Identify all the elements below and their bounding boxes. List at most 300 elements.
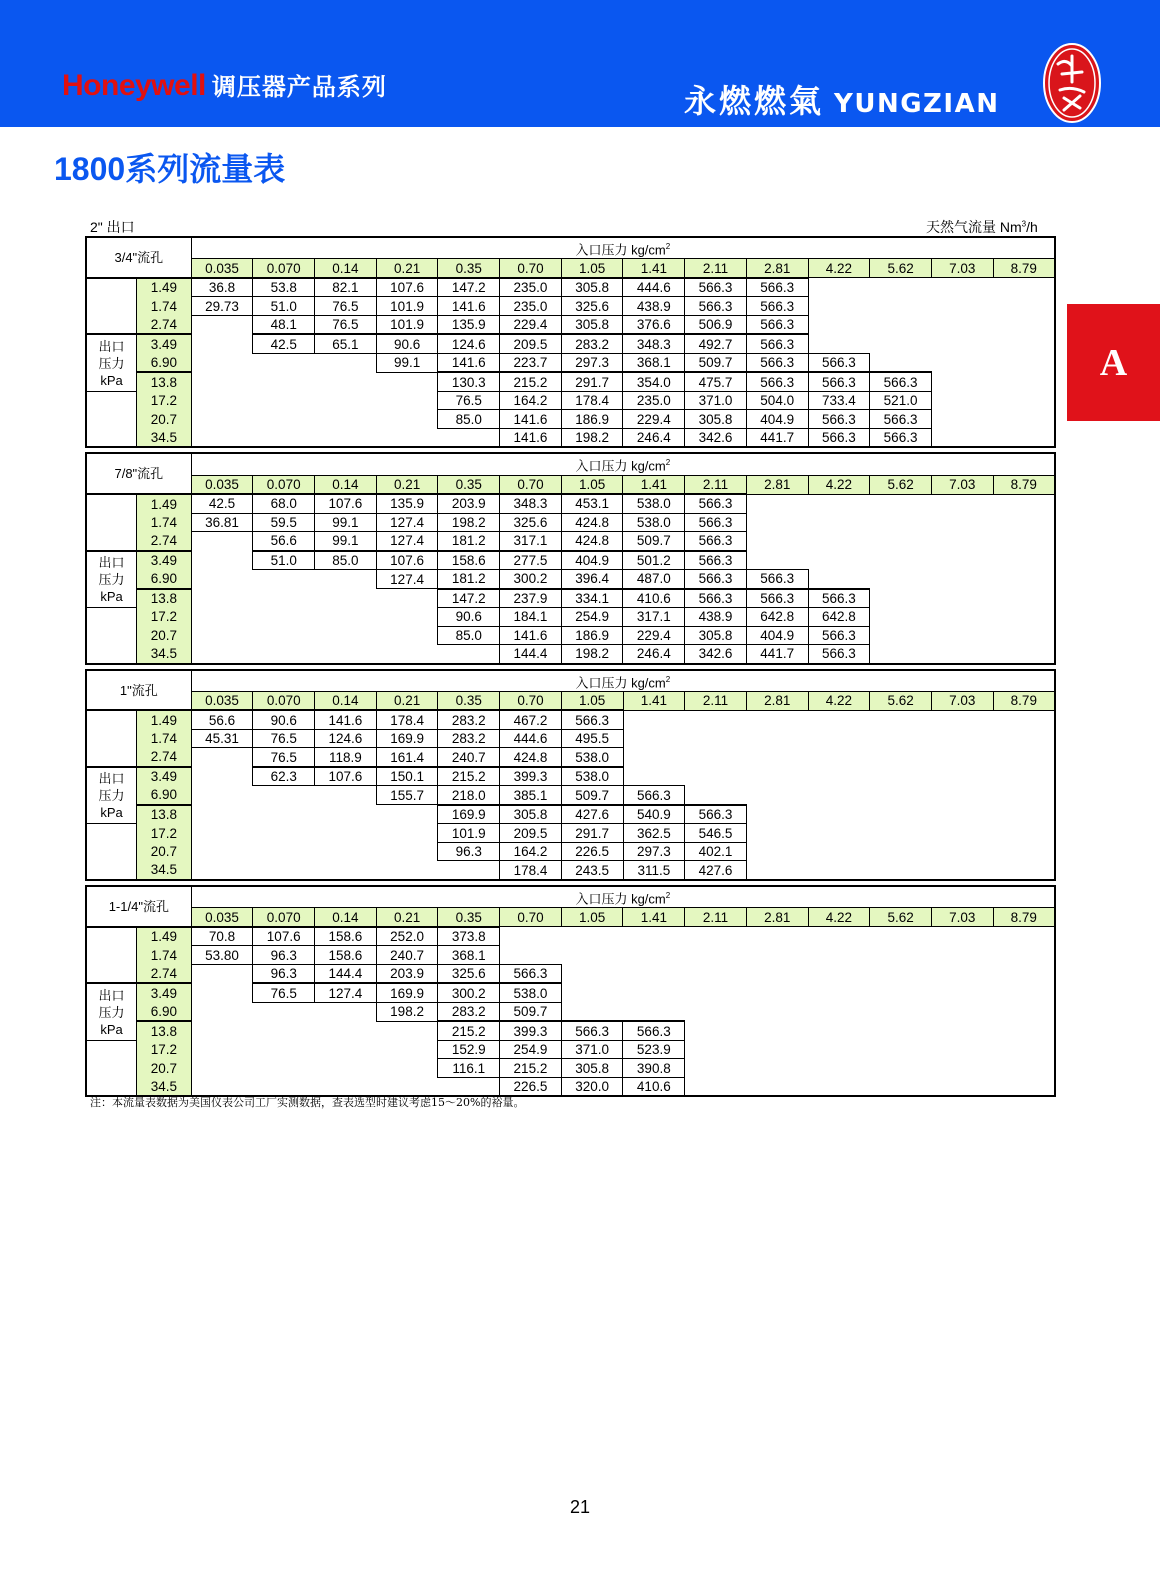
flow-value-cell: 376.6: [623, 315, 685, 334]
flow-value-cell: 65.1: [315, 334, 377, 353]
outlet-pressure-value: 2.74: [137, 315, 192, 334]
flow-value-cell: 181.2: [438, 532, 500, 551]
flow-value-cell: 164.2: [500, 391, 562, 410]
outlet-pressure-value: 20.7: [137, 410, 192, 429]
table-row: [86, 1040, 1055, 1059]
flow-value-cell: 487.0: [623, 570, 685, 589]
flow-value-cell: 53.80: [191, 946, 253, 965]
table-row: [86, 410, 1055, 429]
flow-value-cell: 283.2: [438, 729, 500, 748]
flow-value-cell: 198.2: [561, 645, 623, 664]
flow-value-cell: 283.2: [561, 334, 623, 353]
outlet-pressure-value: 17.2: [137, 1040, 192, 1059]
outlet-pressure-value: 13.8: [137, 372, 192, 391]
flow-value-cell: 311.5: [623, 861, 685, 880]
inlet-pressure-title: 入口压力 $kg/cm^2$: [191, 237, 1055, 259]
flow-value-cell: 226.5: [500, 1077, 562, 1096]
flow-value-cell: 141.6: [315, 710, 377, 729]
inlet-pressure-header: 0.14: [315, 475, 377, 494]
flow-value-cell: 438.9: [623, 297, 685, 316]
empty-cell: [191, 805, 438, 824]
flow-value-cell: 475.7: [685, 372, 747, 391]
outlet-pressure-label: 出口 压力 kPa: [86, 551, 137, 608]
table-row: [86, 372, 1055, 391]
flow-value-cell: 141.6: [500, 410, 562, 429]
inlet-pressure-header: 0.70: [500, 475, 562, 494]
flow-value-cell: 254.9: [500, 1040, 562, 1059]
flow-value-cell: 334.1: [561, 589, 623, 608]
flow-value-cell: 169.9: [376, 983, 438, 1002]
flow-value-cell: 566.3: [746, 278, 808, 297]
flow-value-cell: 566.3: [808, 428, 870, 447]
top-banner: [0, 0, 1160, 127]
flow-value-cell: 566.3: [746, 297, 808, 316]
inlet-pressure-header: 0.14: [315, 259, 377, 278]
outlet-pressure-value: 17.2: [137, 391, 192, 410]
flow-value-cell: 56.6: [253, 532, 315, 551]
flow-value-cell: 566.3: [685, 297, 747, 316]
flow-value-cell: 305.8: [685, 626, 747, 645]
table-row: [86, 353, 1055, 372]
flow-value-cell: 538.0: [561, 748, 623, 767]
flow-value-cell: 566.3: [746, 589, 808, 608]
flow-value-cell: 509.7: [500, 1002, 562, 1021]
inlet-pressure-header: 0.35: [438, 259, 500, 278]
flow-value-cell: 438.9: [685, 608, 747, 627]
flow-value-cell: 141.6: [438, 297, 500, 316]
flow-value-cell: 297.3: [561, 353, 623, 372]
outlet-pressure-label-blank: [86, 927, 137, 984]
flow-value-cell: 467.2: [500, 710, 562, 729]
flow-value-cell: 178.4: [500, 861, 562, 880]
outlet-pressure-value: 17.2: [137, 608, 192, 627]
product-series-title: 调压器产品系列: [211, 74, 387, 101]
flow-value-cell: 56.6: [191, 710, 253, 729]
empty-cell: [191, 334, 253, 353]
flow-value-cell: 229.4: [623, 410, 685, 429]
flow-value-cell: 371.0: [561, 1040, 623, 1059]
flow-value-cell: 566.3: [808, 372, 870, 391]
flow-value-cell: 566.3: [808, 410, 870, 429]
flow-value-cell: 101.9: [376, 315, 438, 334]
flow-value-cell: 29.73: [191, 297, 253, 316]
flow-table: [85, 452, 1056, 664]
company-name-en: YUNGZIAN: [834, 89, 1000, 119]
inlet-pressure-header: 0.070: [253, 691, 315, 710]
flow-value-cell: 198.2: [438, 513, 500, 532]
flow-value-cell: 521.0: [870, 391, 932, 410]
outlet-pressure-label-blank: [86, 391, 137, 447]
outlet-pressure-value: 1.49: [137, 278, 192, 297]
empty-cell: [870, 589, 1055, 608]
outlet-pressure-value: 1.74: [137, 729, 192, 748]
empty-cell: [746, 551, 1055, 570]
inlet-pressure-header: 0.21: [376, 691, 438, 710]
inlet-pressure-header: 0.35: [438, 691, 500, 710]
inlet-pressure-header: 0.035: [191, 691, 253, 710]
flow-value-cell: 501.2: [623, 551, 685, 570]
empty-cell: [191, 353, 376, 372]
flow-value-cell: 368.1: [623, 353, 685, 372]
empty-cell: [191, 983, 253, 1002]
flow-value-cell: 305.8: [561, 1059, 623, 1078]
flow-value-cell: 566.3: [808, 645, 870, 664]
flow-value-cell: 203.9: [438, 494, 500, 513]
flow-value-cell: 385.1: [500, 786, 562, 805]
table-row: [86, 710, 1055, 729]
empty-cell: [808, 570, 1055, 589]
empty-cell: [191, 372, 438, 391]
outlet-pressure-value: 2.74: [137, 748, 192, 767]
flow-value-cell: 229.4: [623, 626, 685, 645]
flow-value-cell: 305.8: [500, 805, 562, 824]
flow-value-cell: 235.0: [500, 278, 562, 297]
table-row: [86, 297, 1055, 316]
inlet-pressure-header: 2.11: [685, 259, 747, 278]
flow-value-cell: 371.0: [685, 391, 747, 410]
flow-value-cell: 566.3: [623, 1021, 685, 1040]
brand-title: [62, 68, 387, 106]
flow-value-cell: 317.1: [500, 532, 562, 551]
empty-cell: [191, 551, 253, 570]
outlet-pressure-value: 3.49: [137, 551, 192, 570]
flow-value-cell: 240.7: [438, 748, 500, 767]
table-row: [86, 315, 1055, 334]
flow-value-cell: 158.6: [315, 927, 377, 946]
table-row: [86, 513, 1055, 532]
outlet-pressure-value: 1.49: [137, 927, 192, 946]
inlet-pressure-header: 2.81: [746, 908, 808, 927]
flow-value-cell: 404.9: [561, 551, 623, 570]
empty-cell: [746, 532, 1055, 551]
flow-value-cell: 42.5: [191, 494, 253, 513]
flow-value-cell: 198.2: [376, 1002, 438, 1021]
flow-value-cell: 504.0: [746, 391, 808, 410]
empty-cell: [685, 786, 1055, 805]
flow-value-cell: 566.3: [870, 428, 932, 447]
flow-value-cell: 246.4: [623, 428, 685, 447]
flow-value-cell: 96.3: [253, 946, 315, 965]
flow-value-cell: 130.3: [438, 372, 500, 391]
flow-value-cell: 453.1: [561, 494, 623, 513]
outlet-pressure-value: 1.49: [137, 710, 192, 729]
empty-cell: [870, 353, 1055, 372]
outlet-pressure-value: 1.74: [137, 513, 192, 532]
empty-cell: [685, 1021, 1055, 1040]
empty-cell: [808, 297, 1055, 316]
flow-value-cell: 161.4: [376, 748, 438, 767]
flow-value-cell: 566.3: [870, 372, 932, 391]
flow-value-cell: 300.2: [500, 570, 562, 589]
table-row: [86, 964, 1055, 983]
outlet-pressure-value: 6.90: [137, 570, 192, 589]
outlet-pressure-value: 34.5: [137, 428, 192, 447]
brand-logo: Honeywell: [62, 69, 206, 102]
flow-value-cell: 82.1: [315, 278, 377, 297]
flow-value-cell: 523.9: [623, 1040, 685, 1059]
table-row: [86, 589, 1055, 608]
flow-value-cell: 209.5: [500, 334, 562, 353]
inlet-pressure-header: 5.62: [870, 259, 932, 278]
inlet-pressure-title: 入口压力 $kg/cm^2$: [191, 670, 1055, 692]
flow-value-cell: 141.6: [500, 428, 562, 447]
flow-value-cell: 141.6: [438, 353, 500, 372]
inlet-pressure-header: 8.79: [993, 691, 1055, 710]
flow-value-cell: 127.4: [315, 983, 377, 1002]
inlet-pressure-header: 1.05: [561, 475, 623, 494]
outlet-pressure-label-blank: [86, 824, 137, 880]
flow-value-cell: 566.3: [808, 353, 870, 372]
empty-cell: [191, 1059, 438, 1078]
outlet-pressure-value: 34.5: [137, 861, 192, 880]
table-row: [86, 334, 1055, 353]
inlet-pressure-header: 2.11: [685, 475, 747, 494]
flow-value-cell: 348.3: [500, 494, 562, 513]
flow-value-cell: 325.6: [438, 964, 500, 983]
flow-value-cell: 566.3: [808, 626, 870, 645]
inlet-pressure-header: 1.41: [623, 908, 685, 927]
flow-value-cell: 305.8: [561, 315, 623, 334]
empty-cell: [685, 1059, 1055, 1078]
flow-value-cell: 283.2: [438, 1002, 500, 1021]
flow-value-cell: 36.8: [191, 278, 253, 297]
flow-value-cell: 90.6: [438, 608, 500, 627]
empty-cell: [191, 1040, 438, 1059]
flow-value-cell: 85.0: [438, 410, 500, 429]
flow-value-cell: 76.5: [253, 748, 315, 767]
flow-value-cell: 51.0: [253, 297, 315, 316]
flow-value-cell: 566.3: [746, 334, 808, 353]
flow-value-cell: 155.7: [376, 786, 438, 805]
flow-value-cell: 509.7: [623, 532, 685, 551]
flow-value-cell: 169.9: [376, 729, 438, 748]
flow-tables: [85, 236, 1057, 1101]
table-row: [86, 729, 1055, 748]
inlet-pressure-header: 7.03: [931, 691, 993, 710]
flow-value-cell: 566.3: [561, 710, 623, 729]
empty-cell: [191, 645, 499, 664]
flow-value-cell: 169.9: [438, 805, 500, 824]
flow-value-cell: 291.7: [561, 372, 623, 391]
seal-icon: [1042, 42, 1102, 124]
flow-value-cell: 107.6: [315, 767, 377, 786]
flow-value-cell: 118.9: [315, 748, 377, 767]
flow-value-cell: 320.0: [561, 1077, 623, 1096]
flow-value-cell: 144.4: [500, 645, 562, 664]
inlet-pressure-header: 2.11: [685, 691, 747, 710]
flow-value-cell: 99.1: [315, 532, 377, 551]
flow-value-cell: 642.8: [746, 608, 808, 627]
flow-value-cell: 147.2: [438, 589, 500, 608]
flow-value-cell: 566.3: [746, 315, 808, 334]
outlet-pressure-value: 17.2: [137, 824, 192, 843]
flow-value-cell: 215.2: [438, 1021, 500, 1040]
flow-value-cell: 354.0: [623, 372, 685, 391]
table-row: [86, 786, 1055, 805]
flow-value-cell: 184.1: [500, 608, 562, 627]
inlet-pressure-header: 4.22: [808, 475, 870, 494]
inlet-pressure-header: 1.05: [561, 908, 623, 927]
flow-value-cell: 90.6: [376, 334, 438, 353]
flow-value-cell: 76.5: [315, 315, 377, 334]
flow-value-cell: 243.5: [561, 861, 623, 880]
outlet-pressure-label-blank: [86, 278, 137, 335]
orifice-size-label: 3/4"流孔: [86, 237, 191, 278]
flow-value-cell: 509.7: [561, 786, 623, 805]
inlet-pressure-header: 0.14: [315, 691, 377, 710]
empty-cell: [561, 1002, 1055, 1021]
outlet-pressure-value: 3.49: [137, 767, 192, 786]
flow-value-cell: 62.3: [253, 767, 315, 786]
flow-value-cell: 215.2: [438, 767, 500, 786]
inlet-pressure-header: 1.05: [561, 691, 623, 710]
flow-value-cell: 566.3: [746, 353, 808, 372]
flow-table: [85, 236, 1056, 448]
flow-value-cell: 325.6: [500, 513, 562, 532]
flow-value-cell: 135.9: [376, 494, 438, 513]
flow-value-cell: 427.6: [561, 805, 623, 824]
page-title: 1800系列流量表: [54, 151, 286, 187]
flow-value-cell: 237.9: [500, 589, 562, 608]
flow-value-cell: 76.5: [253, 729, 315, 748]
inlet-pressure-header: 1.41: [623, 259, 685, 278]
flow-value-cell: 158.6: [438, 551, 500, 570]
table-row: [86, 861, 1055, 880]
inlet-pressure-header: 1.41: [623, 691, 685, 710]
empty-cell: [191, 1021, 438, 1040]
flow-value-cell: 277.5: [500, 551, 562, 570]
flow-value-cell: 96.3: [438, 842, 500, 861]
flow-value-cell: 107.6: [376, 551, 438, 570]
table-row: [86, 824, 1055, 843]
flow-value-cell: 68.0: [253, 494, 315, 513]
inlet-pressure-header: 2.81: [746, 475, 808, 494]
outlet-pressure-label-blank: [86, 710, 137, 767]
flow-value-cell: 59.5: [253, 513, 315, 532]
empty-cell: [870, 645, 1055, 664]
flow-value-cell: 566.3: [685, 805, 747, 824]
flow-value-cell: 107.6: [315, 494, 377, 513]
outlet-pressure-value: 13.8: [137, 805, 192, 824]
outlet-pressure-label: 出口 压力 kPa: [86, 983, 137, 1040]
flow-value-cell: 373.8: [438, 927, 500, 946]
table-row: [86, 767, 1055, 786]
inlet-pressure-header: 0.70: [500, 259, 562, 278]
flow-value-cell: 566.3: [500, 964, 562, 983]
inlet-pressure-header: 0.035: [191, 259, 253, 278]
flow-value-cell: 164.2: [500, 842, 562, 861]
flow-value-cell: 101.9: [376, 297, 438, 316]
flow-value-cell: 76.5: [315, 297, 377, 316]
flow-value-cell: 492.7: [685, 334, 747, 353]
empty-cell: [746, 842, 1055, 861]
flow-value-cell: 229.4: [500, 315, 562, 334]
flow-value-cell: 540.9: [623, 805, 685, 824]
flow-value-cell: 410.6: [623, 1077, 685, 1096]
company-name: [684, 76, 999, 122]
flow-value-cell: 291.7: [561, 824, 623, 843]
outlet-pressure-label: 出口 压力 kPa: [86, 334, 137, 391]
flow-value-cell: 147.2: [438, 278, 500, 297]
empty-cell: [808, 278, 1055, 297]
flow-value-cell: 144.4: [315, 964, 377, 983]
table-row: [86, 645, 1055, 664]
flow-table: [85, 669, 1056, 881]
flow-value-cell: 53.8: [253, 278, 315, 297]
flow-value-cell: 51.0: [253, 551, 315, 570]
empty-cell: [931, 372, 1055, 391]
inlet-pressure-header: 2.81: [746, 691, 808, 710]
flow-value-cell: 427.6: [685, 861, 747, 880]
flow-value-cell: 215.2: [500, 1059, 562, 1078]
flow-value-cell: 342.6: [685, 428, 747, 447]
empty-cell: [191, 626, 438, 645]
orifice-size-label: 1"流孔: [86, 670, 191, 711]
inlet-pressure-header: 0.035: [191, 475, 253, 494]
flow-value-cell: 396.4: [561, 570, 623, 589]
flow-value-cell: 348.3: [623, 334, 685, 353]
flow-value-cell: 566.3: [746, 570, 808, 589]
empty-cell: [191, 786, 376, 805]
outlet-pressure-value: 34.5: [137, 1077, 192, 1096]
flow-value-cell: 404.9: [746, 626, 808, 645]
flow-value-cell: 252.0: [376, 927, 438, 946]
table-row: [86, 391, 1055, 410]
flow-value-cell: 495.5: [561, 729, 623, 748]
empty-cell: [931, 391, 1055, 410]
table-row: [86, 428, 1055, 447]
flow-value-cell: 362.5: [623, 824, 685, 843]
flow-value-cell: 186.9: [561, 626, 623, 645]
inlet-pressure-header: 4.22: [808, 691, 870, 710]
inlet-pressure-header: 7.03: [931, 475, 993, 494]
flow-value-cell: 141.6: [500, 626, 562, 645]
flow-value-cell: 390.8: [623, 1059, 685, 1078]
inlet-pressure-header: 0.070: [253, 259, 315, 278]
flow-value-cell: 538.0: [561, 767, 623, 786]
flow-value-cell: 642.8: [808, 608, 870, 627]
empty-cell: [746, 513, 1055, 532]
flow-value-cell: 368.1: [438, 946, 500, 965]
inlet-pressure-header: 0.035: [191, 908, 253, 927]
flow-value-cell: 566.3: [623, 786, 685, 805]
inlet-pressure-header: 5.62: [870, 908, 932, 927]
outlet-size-label: 2" 出口: [90, 219, 135, 235]
inlet-pressure-header: 0.070: [253, 908, 315, 927]
outlet-pressure-label-blank: [86, 494, 137, 551]
flow-value-cell: 116.1: [438, 1059, 500, 1078]
flow-value-cell: 203.9: [376, 964, 438, 983]
flow-value-cell: 90.6: [253, 710, 315, 729]
flow-value-cell: 107.6: [376, 278, 438, 297]
outlet-pressure-value: 6.90: [137, 786, 192, 805]
outlet-pressure-label-blank: [86, 1040, 137, 1096]
flow-value-cell: 441.7: [746, 428, 808, 447]
flow-value-cell: 566.3: [685, 551, 747, 570]
inlet-pressure-header: 1.41: [623, 475, 685, 494]
flow-value-cell: 240.7: [376, 946, 438, 965]
flow-value-cell: 566.3: [685, 278, 747, 297]
company-name-cn: 永燃燃氣: [684, 82, 825, 120]
flow-value-cell: 135.9: [438, 315, 500, 334]
flow-value-cell: 209.5: [500, 824, 562, 843]
section-tab-a[interactable]: A: [1067, 304, 1160, 421]
flow-value-cell: 283.2: [438, 710, 500, 729]
flow-value-cell: 178.4: [561, 391, 623, 410]
table-row: [86, 494, 1055, 513]
outlet-pressure-value: 3.49: [137, 334, 192, 353]
flow-value-cell: 254.9: [561, 608, 623, 627]
